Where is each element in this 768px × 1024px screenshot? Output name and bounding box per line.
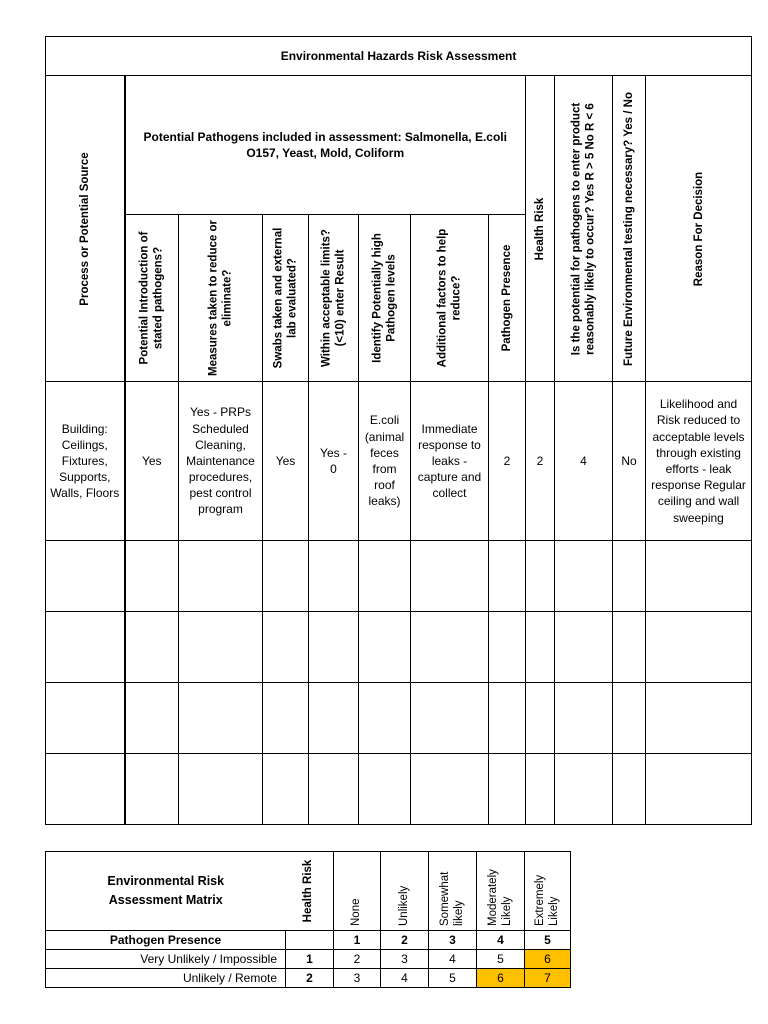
header-identify: Identify Potentially high Pathogen levels	[359, 215, 411, 382]
header-reason: Reason For Decision	[646, 76, 752, 382]
matrix-row-label: Very Unlikely / Impossible	[46, 950, 286, 969]
row1-introduction: Yes	[125, 382, 179, 541]
matrix-row-label: Unlikely / Remote	[46, 969, 286, 988]
row1-health-risk: 2	[526, 382, 555, 541]
header-potential: Is the potential for pathogens to enter product reasonably likely to occur? Yes R > 5 No R < 6	[555, 76, 613, 382]
document-title: Environmental Hazards Risk Assessment	[46, 37, 752, 76]
row1-process: Building: Ceilings, Fixtures, Supports, Walls, Floors	[46, 382, 125, 541]
matrix-level-number: 1	[334, 931, 381, 950]
row1-potential: 4	[555, 382, 613, 541]
matrix-cell: 5	[429, 969, 477, 988]
table-row	[46, 969, 571, 988]
row1-identify: E.coli (animal feces from roof leaks)	[359, 382, 411, 541]
matrix-level-moderately-likely: Moderately Likely	[477, 852, 525, 931]
row1-swabs: Yes	[263, 382, 309, 541]
header-measures: Measures taken to reduce or eliminate?	[179, 215, 263, 382]
matrix-cell: 3	[381, 950, 429, 969]
risk-matrix-table	[45, 851, 571, 988]
matrix-level-number: 3	[429, 931, 477, 950]
row1-limits: Yes - 0	[309, 382, 359, 541]
matrix-level-none: None	[334, 852, 381, 931]
table-row	[46, 683, 752, 754]
matrix-title: Environmental Risk Assessment Matrix	[46, 852, 286, 931]
header-health-risk: Health Risk	[526, 76, 555, 382]
row1-future: No	[613, 382, 646, 541]
header-process: Process or Potential Source	[46, 76, 125, 382]
row1-additional: Immediate response to leaks - capture and collect	[411, 382, 489, 541]
matrix-cell-highlight: 6	[525, 950, 571, 969]
risk-assessment-table	[45, 36, 752, 825]
matrix-level-number: 5	[525, 931, 571, 950]
pathogens-note: Potential Pathogens included in assessment: Salmonella, E.coli O157, Yeast, Mold, Coliform	[125, 76, 526, 215]
row1-measures: Yes - PRPs Scheduled Cleaning, Maintenance procedures, pest control program	[179, 382, 263, 541]
table-row	[46, 950, 571, 969]
matrix-level-extremely-likely: Extremely Likely	[525, 852, 571, 931]
matrix-cell-highlight: 6	[477, 969, 525, 988]
matrix-cell-highlight: 7	[525, 969, 571, 988]
header-introduction: Potential Introduction of stated pathogens?	[125, 215, 179, 382]
matrix-row-presence: 2	[286, 969, 334, 988]
matrix-cell: 5	[477, 950, 525, 969]
matrix-level-number: 2	[381, 931, 429, 950]
table-row	[46, 541, 752, 612]
table-row	[46, 754, 752, 825]
row1-reason: Likelihood and Risk reduced to acceptable levels through existing efforts - leak response Regular ceiling and wall sweeping	[646, 382, 752, 541]
matrix-cell: 3	[334, 969, 381, 988]
matrix-cell: 2	[334, 950, 381, 969]
matrix-presence-label: Pathogen Presence	[46, 931, 286, 950]
header-swabs: Swabs taken and external lab evaluated?	[263, 215, 309, 382]
matrix-row-presence: 1	[286, 950, 334, 969]
matrix-level-number: 4	[477, 931, 525, 950]
header-presence: Pathogen Presence	[489, 215, 526, 382]
table-row	[46, 612, 752, 683]
matrix-level-unlikely: Unlikely	[381, 852, 429, 931]
row1-presence: 2	[489, 382, 526, 541]
header-future-testing: Future Environmental testing necessary? Yes / No	[613, 76, 646, 382]
matrix-cell: 4	[429, 950, 477, 969]
header-limits: Within acceptable limits? (<10) enter Result	[309, 215, 359, 382]
matrix-level-somewhat-likely: Somewhat likely	[429, 852, 477, 931]
matrix-cell: 4	[381, 969, 429, 988]
matrix-health-risk-header: Health Risk	[286, 852, 334, 931]
header-additional: Additional factors to help reduce?	[411, 215, 489, 382]
